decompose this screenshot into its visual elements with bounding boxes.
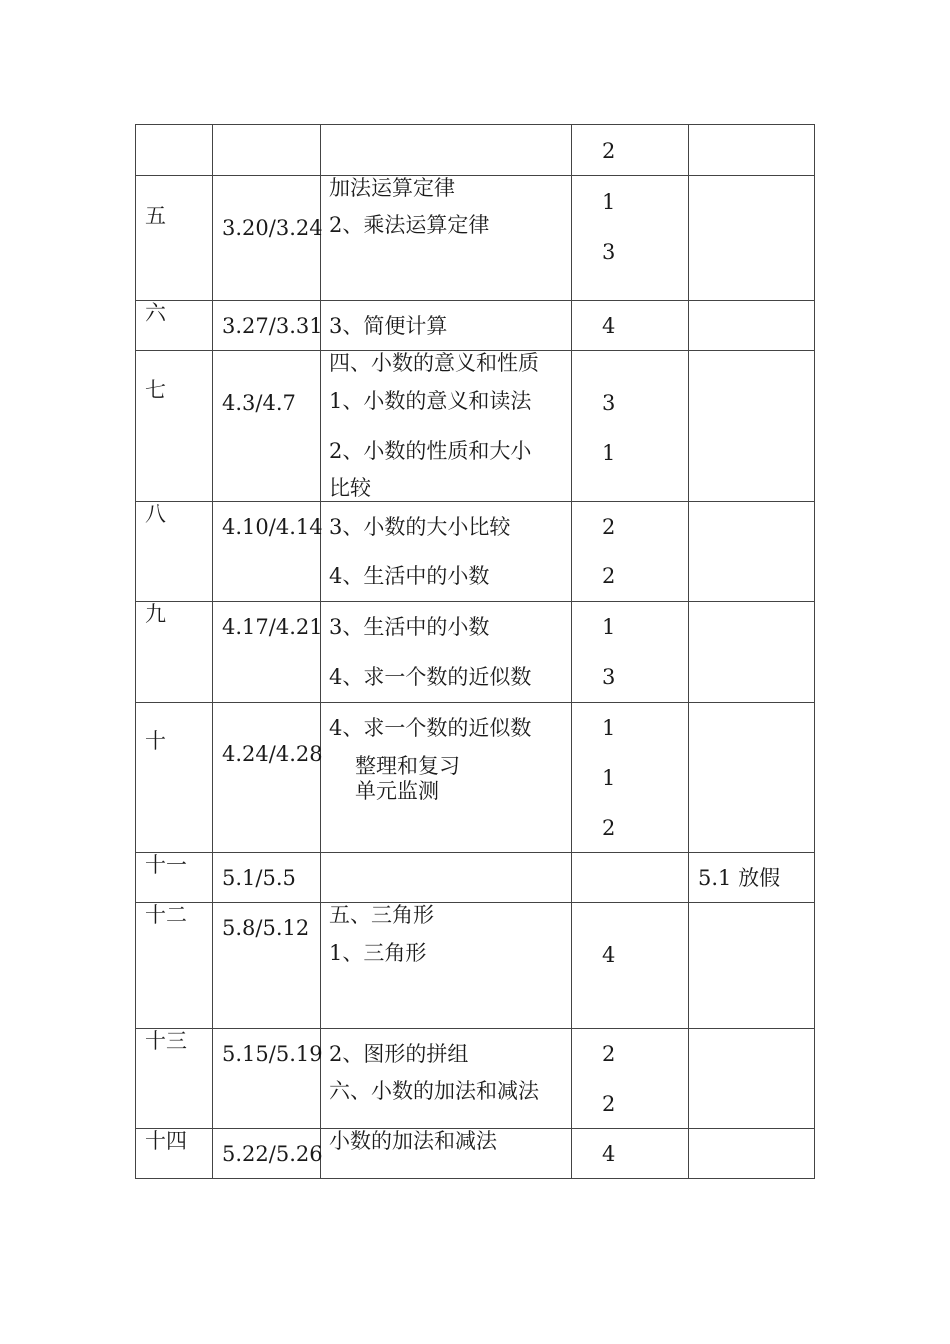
table-row (135, 124, 815, 175)
week-cell: 六 (145, 301, 166, 325)
topic-line: 4、生活中的小数 (329, 564, 490, 588)
hours-cell: 1 (602, 190, 616, 214)
hours-cell: 4 (602, 943, 616, 967)
note-cell: 5.1 放假 (698, 866, 781, 890)
topic-line: 五、三角形 (329, 903, 434, 927)
hours-cell: 1 (602, 716, 616, 740)
hours-cell: 1 (602, 615, 616, 639)
hours-cell: 1 (602, 441, 616, 465)
hours-cell: 3 (602, 391, 616, 415)
week-cell: 十四 (145, 1129, 187, 1153)
topic-line: 3、简便计算 (329, 314, 448, 338)
week-cell: 十 (145, 729, 166, 753)
date-cell: 4.10/4.14 (222, 515, 323, 539)
table-row (135, 902, 815, 1028)
week-cell: 九 (145, 602, 166, 626)
week-cell: 十三 (145, 1029, 187, 1053)
table-row (135, 852, 815, 902)
table-row (135, 175, 815, 300)
topic-line: 加法运算定律 (329, 176, 455, 200)
topic-line: 四、小数的意义和性质 (329, 351, 539, 375)
topic-line: 2、乘法运算定律 (329, 213, 490, 237)
hours-cell: 2 (602, 139, 616, 163)
date-cell: 3.20/3.24 (222, 216, 323, 240)
week-cell: 十一 (145, 853, 187, 877)
table-row (135, 350, 815, 501)
topic-line: 1、小数的意义和读法 (329, 389, 532, 413)
hours-cell: 2 (602, 564, 616, 588)
hours-cell: 2 (602, 1092, 616, 1116)
hours-cell: 3 (602, 665, 616, 689)
hours-cell: 3 (602, 240, 616, 264)
topic-line: 整理和复习 (355, 754, 460, 778)
table-row (135, 501, 815, 601)
date-cell: 4.24/4.28 (222, 742, 323, 766)
topic-line: 1、三角形 (329, 941, 427, 965)
week-cell: 八 (145, 502, 166, 526)
week-cell: 十二 (145, 903, 187, 927)
hours-cell: 2 (602, 816, 616, 840)
table-row (135, 1028, 815, 1128)
topic-line: 4、求一个数的近似数 (329, 665, 532, 689)
topic-line: 2、图形的拼组 (329, 1042, 469, 1066)
topic-line: 3、小数的大小比较 (329, 515, 511, 539)
date-cell: 3.27/3.31 (222, 314, 323, 338)
date-cell: 4.17/4.21 (222, 615, 323, 639)
date-cell: 5.8/5.12 (222, 916, 310, 940)
table-row (135, 300, 815, 350)
table-row (135, 601, 815, 702)
topic-line: 小数的加法和减法 (329, 1129, 497, 1153)
date-cell: 5.22/5.26 (222, 1142, 323, 1166)
hours-cell: 4 (602, 314, 616, 338)
table-row (135, 702, 815, 852)
date-cell: 5.15/5.19 (222, 1042, 323, 1066)
date-cell: 5.1/5.5 (222, 866, 296, 890)
week-cell: 七 (145, 378, 166, 402)
hours-cell: 1 (602, 766, 616, 790)
schedule-table (135, 124, 815, 1179)
date-cell: 4.3/4.7 (222, 391, 296, 415)
topic-line: 3、生活中的小数 (329, 615, 490, 639)
week-cell: 五 (145, 204, 166, 228)
topic-line: 比较 (329, 476, 371, 500)
topic-line: 2、小数的性质和大小 (329, 439, 532, 463)
table-row (135, 1128, 815, 1179)
hours-cell: 4 (602, 1142, 616, 1166)
topic-line: 六、小数的加法和减法 (329, 1079, 539, 1103)
hours-cell: 2 (602, 1042, 616, 1066)
topic-line: 4、求一个数的近似数 (329, 716, 532, 740)
hours-cell: 2 (602, 515, 616, 539)
topic-line: 单元监测 (355, 779, 439, 803)
